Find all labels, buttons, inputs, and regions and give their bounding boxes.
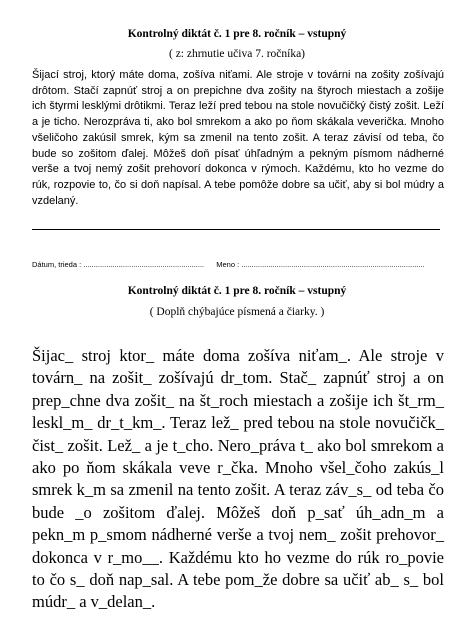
section1-title: Kontrolný diktát č. 1 pre 8. ročník – vstupný bbox=[127, 28, 347, 40]
name-field[interactable]: Meno : ........................................................................................ bbox=[216, 260, 425, 269]
student-info-fields bbox=[32, 260, 444, 269]
divider-line bbox=[32, 229, 440, 230]
section2-subtitle: ( Doplň chýbajúce písmená a čiarky. ) bbox=[149, 306, 325, 318]
exercise-text: Šijac_ stroj ktor_ máte doma zošíva niťam_. Ale stroje v továrn_ na zošit_ zošívajú dr_tom. Stač_ zapnúť stroj a on prep_chne dva zošit_ na št_roch miestach a zošije ich št_rm_ leskl_m_ dr_t_km_. Teraz lež_ pred tebou na stole novučičk_ čist_ zošit. Lež_ a je t_cho. Nero_práva t_ ako bol smrekom a ako po ňom skákala veve r_čka. Mnoho všel_čoho zakús_l smrek k_m sa zmenil na tento zošit. A teraz záv_s_ od teba čo bude _o zošitom ďalej. Môžeš doň p_sať úh_adn_m a pekn_m p_smom nádherné verše a tvoj nem_ zošit prehovor_ dokonca v r_mo__. Každému kto ho vezme do rúk ro_povie to čo s_ doň nap_sal. A tebe pom_že dobre sa učiť ab_ s_ bol múdr_ a v_delan_. bbox=[32, 346, 444, 612]
section1-subtitle: ( z: zhrnutie učiva 7. ročníka) bbox=[168, 48, 306, 60]
dictation-text: Šijací stroj, ktorý máte doma, zošíva niťami. Ale stroje v továrni na zošity zošívajú drôtom. Stačí zapnúť stroj a on prepichne dva zošity na štyroch miestach a zošije ich štyrmi lesklými drôtikmi. Teraz leží pred tebou na stole novučičký čistý zošit. Leží a je ticho. Nerozpráva ti, ako bol smrekom a ako po ňom skákala veverička. Mnoho všeličoho zakúsil smrek, kým sa zmenil na tento zošit. A teraz závisí od teba, čo bude so zošitom ďalej. Môžeš doň písať úhľadným a pekným písmom nádherné verše a tvoj nemý zošit prehovorí dokonca v rýmoch. Každému, kto ho vezme do rúk, rozpovie to, čo si doň napísal. A tebe pomôže dobre sa učiť, aby si bol múdry a vzdelaný. bbox=[32, 69, 444, 207]
date-class-field[interactable]: Dátum, trieda : .......................................................... bbox=[32, 260, 205, 269]
section2-title: Kontrolný diktát č. 1 pre 8. ročník – vstupný bbox=[127, 285, 347, 297]
